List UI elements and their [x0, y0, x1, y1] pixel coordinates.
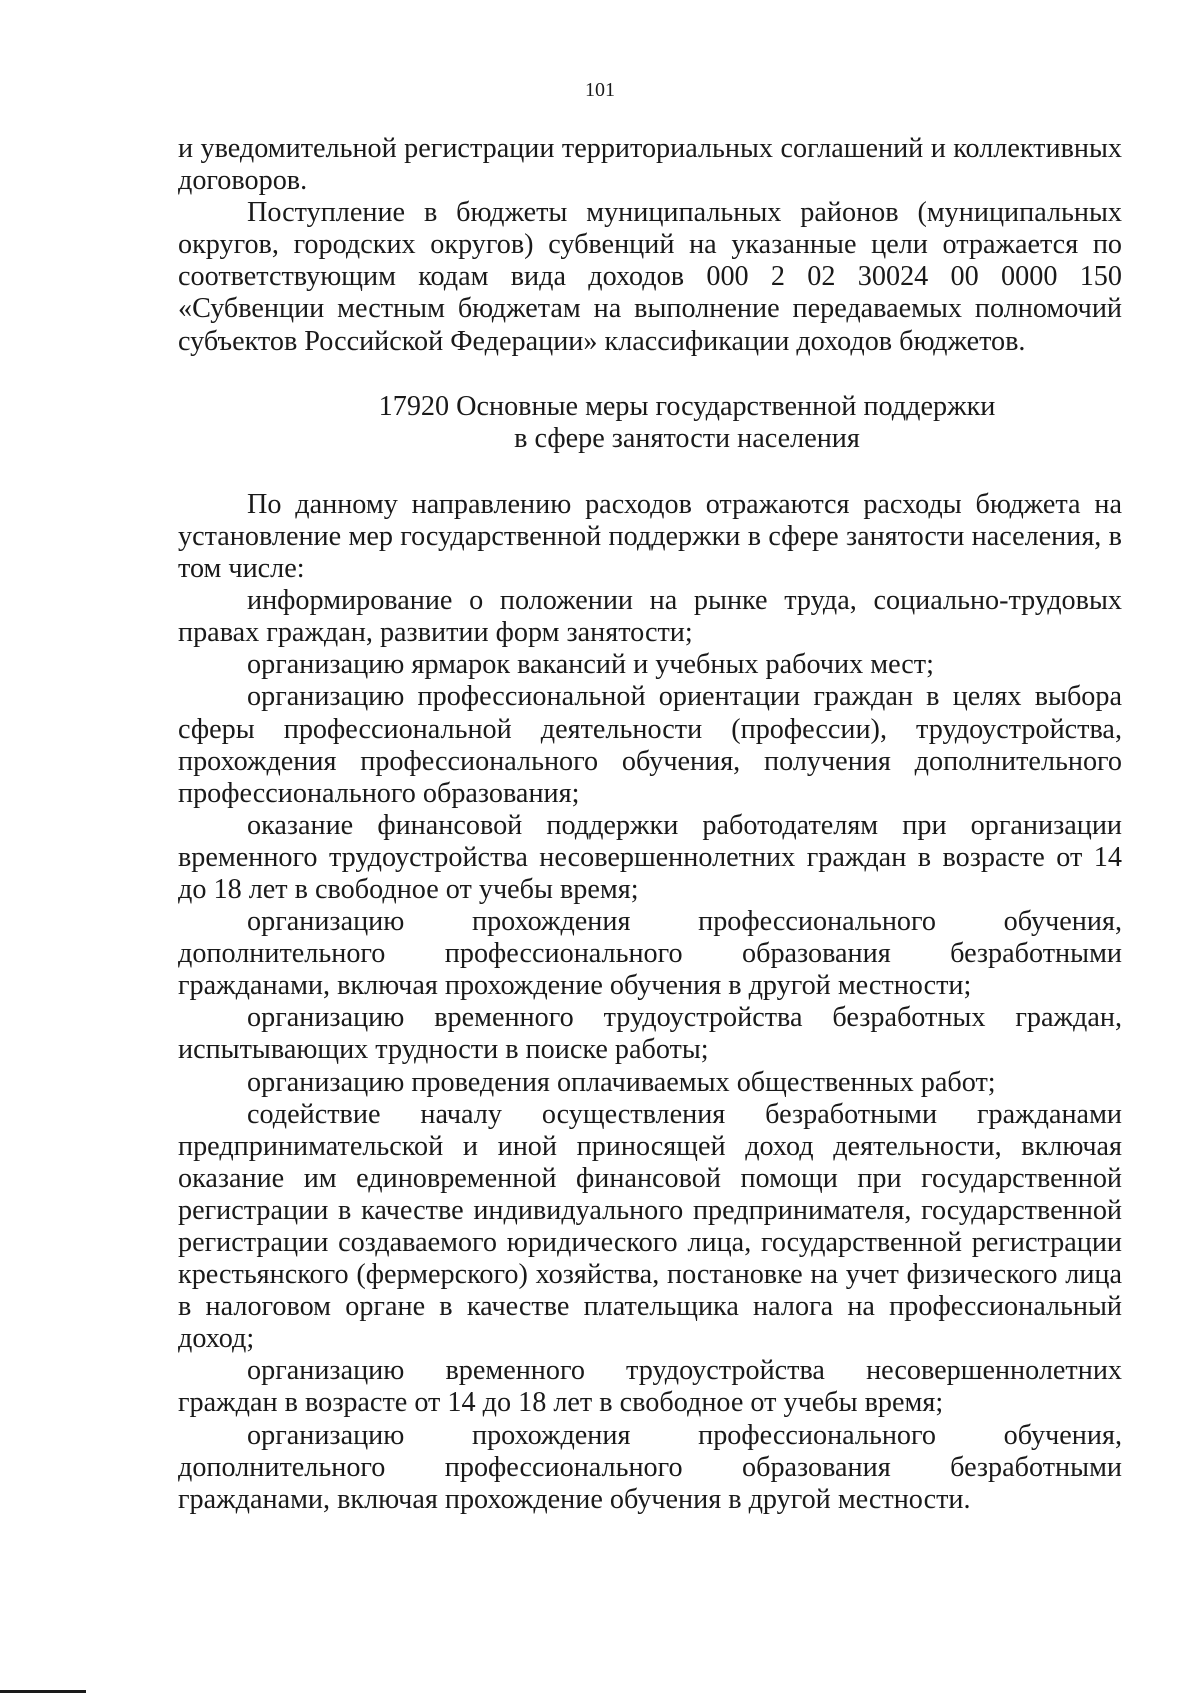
section-heading-line-1: 17920 Основные меры государственной поддержки [378, 390, 996, 422]
list-item: организацию проведения оплачиваемых общественных работ; [247, 1066, 996, 1098]
list-item: оказание финансовой поддержки работодателям при организации временного трудоустройства несовершеннолетних граждан в возрасте от 14 до 18 лет в свободное от учебы время; [178, 809, 1122, 905]
list-item: организацию прохождения профессионального обучения, дополнительного профессионального образования безработными гражданами, включая прохождение обучения в другой местности; [178, 906, 1122, 1002]
list-item: содействие началу осуществления безработными гражданами предпринимательской и иной приносящей доход деятельности, включая оказание им единовременной финансовой помощи при государственной регистрации в качестве индивидуального предпринимателя, государственной регистрации создаваемого юридического лица, государственной регистрации крестьянского (фермерского) хозяйства, постановке на учет физического лица в налоговом органе в качестве плательщика налога на профессиональный доход; [178, 1098, 1122, 1355]
list-item: организацию ярмарок вакансий и учебных рабочих мест; [247, 649, 934, 681]
list-item: организацию временного трудоустройства безработных граждан, испытывающих трудности в поиске работы; [178, 1002, 1122, 1066]
list-item: организацию временного трудоустройства несовершеннолетних граждан в возрасте от 14 до 18 лет в свободное от учебы время; [178, 1355, 1122, 1419]
document-body [178, 133, 1122, 1516]
list-item: организацию прохождения профессионального обучения, дополнительного профессионального образования безработными гражданами, включая прохождение обучения в другой местности. [178, 1419, 1122, 1515]
paragraph-continuation: и уведомительной регистрации территориальных соглашений и коллективных договоров. [178, 133, 1122, 197]
section-intro-paragraph: По данному направлению расходов отражаются расходы бюджета на установление мер государственной поддержки в сфере занятости населения, в том числе: [178, 488, 1122, 585]
list-item: организацию профессиональной ориентации граждан в целях выбора сферы профессиональной деятельности (профессии), трудоустройства, прохождения профессионального обучения, получения дополнительного профессионального образования; [178, 681, 1122, 809]
section-heading-line-2: в сфере занятости населения [514, 422, 860, 454]
list-item: информирование о положении на рынке труда, социально-трудовых правах граждан, развитии форм занятости; [178, 585, 1122, 649]
page-number: 101 [585, 79, 615, 101]
paragraph-budget-receipts: Поступление в бюджеты муниципальных районов (муниципальных округов, городских округов) субвенций на указанные цели отражается по соответствующим кодам вида доходов 000 2 02 30024 00 0000 150 «Субвенции местным бюджетам на выполнение передаваемых полномочий субъектов Российской Федерации» классификации доходов бюджетов. [178, 197, 1122, 357]
section-heading [252, 391, 1122, 455]
bottom-rule-divider [0, 1690, 86, 1693]
